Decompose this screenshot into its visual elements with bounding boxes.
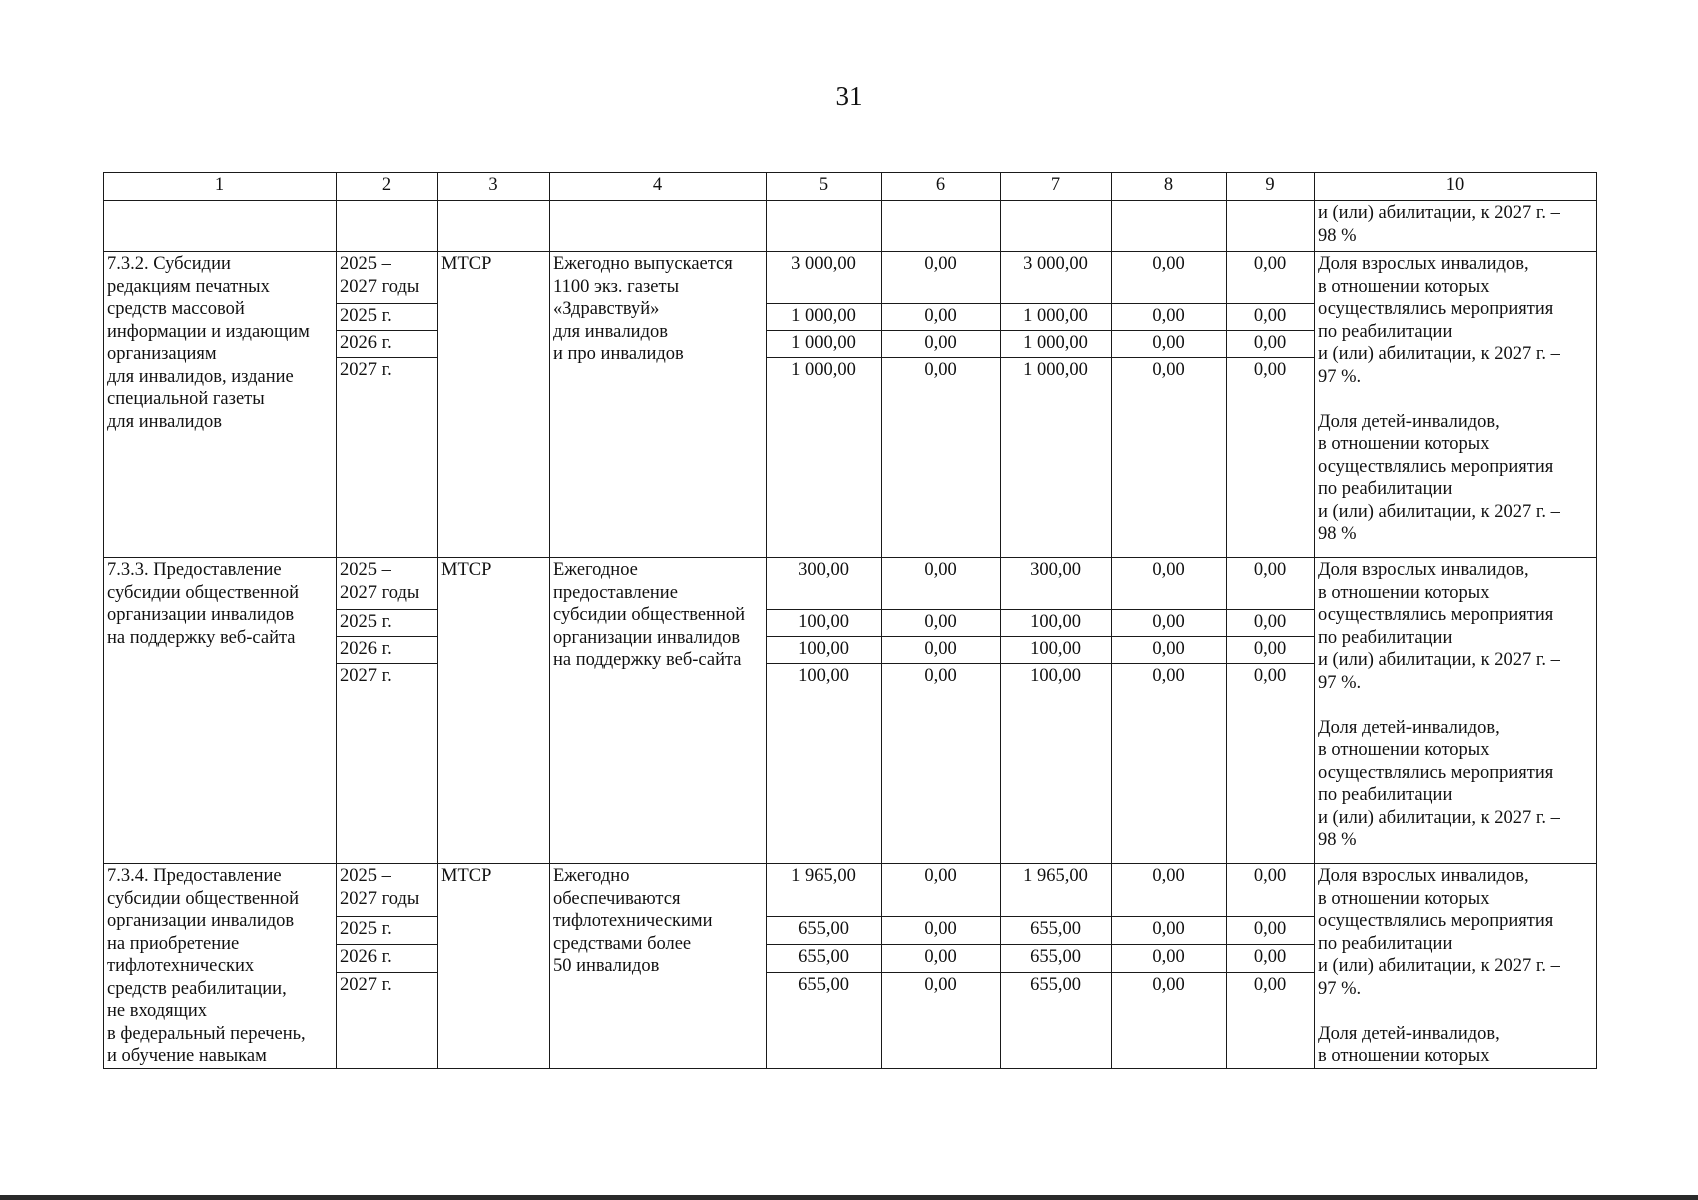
- amount-col-5: 3 000,00: [767, 252, 882, 304]
- header-cell: 1: [104, 173, 337, 201]
- amount-col-6: 0,00: [882, 637, 1001, 664]
- header-cell: 4: [550, 173, 767, 201]
- amount-col-5: 300,00: [767, 558, 882, 610]
- amount-col-8: 0,00: [1112, 304, 1227, 331]
- result-cell: Ежегодное предоставление субсидии общественной организации инвалидов на поддержку веб-сайта: [550, 558, 767, 864]
- header-row: [104, 173, 1597, 201]
- amount-col-9: 0,00: [1227, 331, 1315, 358]
- header-cell: 5: [767, 173, 882, 201]
- executor-cell: МТСР: [438, 558, 550, 864]
- period-cell: 2027 г.: [337, 664, 438, 864]
- indicator-cell: Доля взрослых инвалидов, в отношении которых осуществлялись мероприятия по реабилитации и (или) абилитации, к 2027 г. – 97 %. Доля детей-инвалидов, в отношении которых осуществлялись мероприятия по реабилитации и (или) абилитации, к 2027 г. – 98 %: [1315, 252, 1597, 558]
- amount-col-5: 655,00: [767, 972, 882, 1068]
- amount-col-6: 0,00: [882, 304, 1001, 331]
- empty-cell: [767, 201, 882, 252]
- period-cell: 2025 г.: [337, 610, 438, 637]
- period-cell: 2025 г.: [337, 917, 438, 945]
- indicator-cell: Доля взрослых инвалидов, в отношении которых осуществлялись мероприятия по реабилитации и (или) абилитации, к 2027 г. – 97 %. Доля детей-инвалидов, в отношении которых: [1315, 864, 1597, 1069]
- amount-col-7: 100,00: [1001, 637, 1112, 664]
- executor-cell: МТСР: [438, 864, 550, 1069]
- amount-col-6: 0,00: [882, 864, 1001, 917]
- measure-row: [104, 558, 1597, 610]
- period-cell: 2025 г.: [337, 304, 438, 331]
- amount-col-7: 655,00: [1001, 917, 1112, 945]
- period-cell: 2025 – 2027 годы: [337, 558, 438, 610]
- header-cell: 9: [1227, 173, 1315, 201]
- amount-col-9: 0,00: [1227, 917, 1315, 945]
- header-cell: 7: [1001, 173, 1112, 201]
- amount-col-5: 100,00: [767, 664, 882, 864]
- scan-edge: [0, 1195, 1698, 1200]
- amount-col-5: 1 000,00: [767, 358, 882, 558]
- amount-col-6: 0,00: [882, 331, 1001, 358]
- header-cell: 8: [1112, 173, 1227, 201]
- amount-col-5: 100,00: [767, 610, 882, 637]
- amount-col-8: 0,00: [1112, 331, 1227, 358]
- amount-col-9: 0,00: [1227, 358, 1315, 558]
- amount-col-8: 0,00: [1112, 864, 1227, 917]
- result-cell: Ежегодно выпускается 1100 экз. газеты «Здравствуй» для инвалидов и про инвалидов: [550, 252, 767, 558]
- amount-col-8: 0,00: [1112, 610, 1227, 637]
- header-cell: 6: [882, 173, 1001, 201]
- period-cell: 2025 – 2027 годы: [337, 864, 438, 917]
- amount-col-6: 0,00: [882, 358, 1001, 558]
- measure-name: 7.3.2. Субсидии редакциям печатных средств массовой информации и издающим организациям для инвалидов, издание специальной газеты для инвалидов: [104, 252, 337, 558]
- measure-name: 7.3.3. Предоставление субсидии общественной организации инвалидов на поддержку веб-сайта: [104, 558, 337, 864]
- empty-cell: [337, 201, 438, 252]
- continuation-row: [104, 201, 1597, 252]
- amount-col-7: 100,00: [1001, 664, 1112, 864]
- period-cell: 2026 г.: [337, 331, 438, 358]
- period-cell: 2026 г.: [337, 945, 438, 973]
- amount-col-8: 0,00: [1112, 917, 1227, 945]
- amount-col-9: 0,00: [1227, 864, 1315, 917]
- amount-col-9: 0,00: [1227, 252, 1315, 304]
- amount-col-5: 1 965,00: [767, 864, 882, 917]
- measure-name: 7.3.4. Предоставление субсидии общественной организации инвалидов на приобретение тифлотехнических средств реабилитации, не входящих в федеральный перечень, и обучение навыкам: [104, 864, 337, 1069]
- period-cell: 2027 г.: [337, 972, 438, 1068]
- measure-row: [104, 252, 1597, 304]
- amount-col-8: 0,00: [1112, 972, 1227, 1068]
- empty-cell: [1112, 201, 1227, 252]
- period-cell: 2026 г.: [337, 637, 438, 664]
- amount-col-6: 0,00: [882, 664, 1001, 864]
- empty-cell: [1001, 201, 1112, 252]
- amount-col-9: 0,00: [1227, 664, 1315, 864]
- empty-cell: [1227, 201, 1315, 252]
- amount-col-9: 0,00: [1227, 610, 1315, 637]
- amount-col-8: 0,00: [1112, 945, 1227, 973]
- amount-col-5: 655,00: [767, 945, 882, 973]
- amount-col-6: 0,00: [882, 252, 1001, 304]
- amount-col-7: 3 000,00: [1001, 252, 1112, 304]
- period-cell: 2027 г.: [337, 358, 438, 558]
- header-cell: 2: [337, 173, 438, 201]
- amount-col-9: 0,00: [1227, 558, 1315, 610]
- period-cell: 2025 – 2027 годы: [337, 252, 438, 304]
- amount-col-7: 1 000,00: [1001, 358, 1112, 558]
- amount-col-8: 0,00: [1112, 664, 1227, 864]
- program-table: [103, 172, 1597, 1069]
- amount-col-9: 0,00: [1227, 972, 1315, 1068]
- amount-col-8: 0,00: [1112, 637, 1227, 664]
- amount-col-5: 1 000,00: [767, 331, 882, 358]
- amount-col-5: 1 000,00: [767, 304, 882, 331]
- amount-col-7: 1 000,00: [1001, 304, 1112, 331]
- amount-col-8: 0,00: [1112, 252, 1227, 304]
- amount-col-6: 0,00: [882, 610, 1001, 637]
- empty-cell: [104, 201, 337, 252]
- amount-col-6: 0,00: [882, 558, 1001, 610]
- amount-col-9: 0,00: [1227, 945, 1315, 973]
- header-cell: 10: [1315, 173, 1597, 201]
- amount-col-7: 300,00: [1001, 558, 1112, 610]
- measure-row: [104, 864, 1597, 917]
- amount-col-5: 100,00: [767, 637, 882, 664]
- amount-col-5: 655,00: [767, 917, 882, 945]
- amount-col-9: 0,00: [1227, 304, 1315, 331]
- amount-col-7: 655,00: [1001, 945, 1112, 973]
- amount-col-7: 100,00: [1001, 610, 1112, 637]
- amount-col-7: 1 000,00: [1001, 331, 1112, 358]
- result-cell: Ежегодно обеспечиваются тифлотехническими средствами более 50 инвалидов: [550, 864, 767, 1069]
- amount-col-7: 1 965,00: [1001, 864, 1112, 917]
- amount-col-9: 0,00: [1227, 637, 1315, 664]
- amount-col-8: 0,00: [1112, 358, 1227, 558]
- empty-cell: [438, 201, 550, 252]
- indicator-cell: Доля взрослых инвалидов, в отношении которых осуществлялись мероприятия по реабилитации и (или) абилитации, к 2027 г. – 97 %. Доля детей-инвалидов, в отношении которых осуществлялись мероприятия по реабилитации и (или) абилитации, к 2027 г. – 98 %: [1315, 558, 1597, 864]
- amount-col-7: 655,00: [1001, 972, 1112, 1068]
- amount-col-6: 0,00: [882, 972, 1001, 1068]
- executor-cell: МТСР: [438, 252, 550, 558]
- empty-cell: [882, 201, 1001, 252]
- empty-cell: [550, 201, 767, 252]
- amount-col-6: 0,00: [882, 945, 1001, 973]
- header-cell: 3: [438, 173, 550, 201]
- amount-col-6: 0,00: [882, 917, 1001, 945]
- amount-col-8: 0,00: [1112, 558, 1227, 610]
- page-number: 31: [835, 81, 863, 111]
- indicator-continuation: и (или) абилитации, к 2027 г. – 98 %: [1315, 201, 1597, 252]
